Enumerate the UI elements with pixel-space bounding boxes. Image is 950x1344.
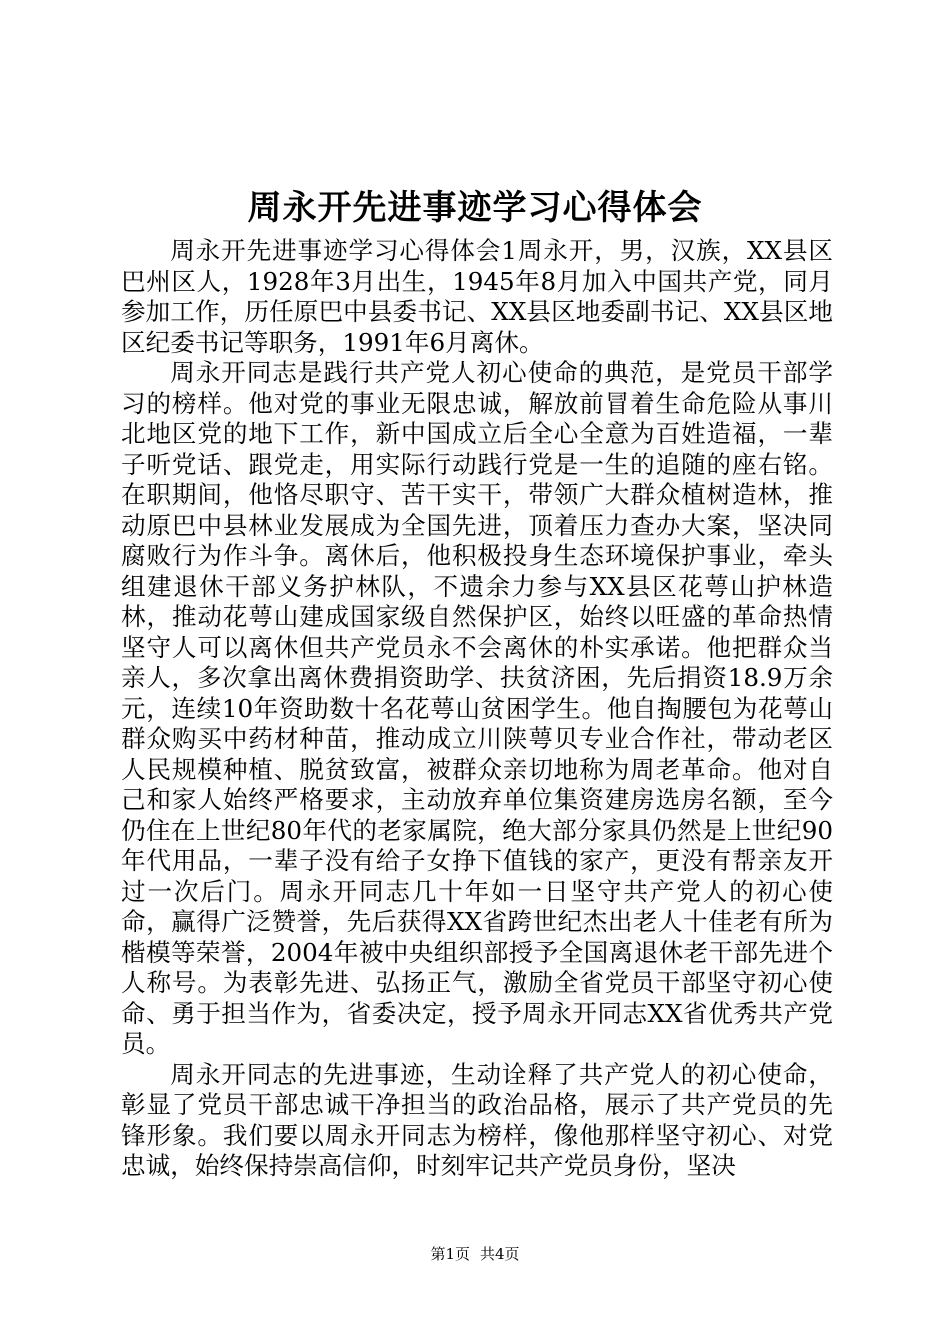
document-body xyxy=(121,236,833,1182)
page-footer xyxy=(0,1244,950,1264)
page-total: 共4页 xyxy=(480,1245,520,1263)
paragraph-deeds: 周永开同志是践行共产党人初心使命的典范，是党员干部学习的榜样。他对党的事业无限忠诚，解放前冒着生命危险从事川北地区党的地下工作，新中国成立后全心全意为百姓造福，一辈子听党话、跟党走，用实际行动践行党是一生的追随的座右铭。在职期间，他恪尽职守、苦干实干，带领广大群众植树造林，推动原巴中县林业发展成为全国先进，顶着压力查办大案，坚决同腐败行为作斗争。离休后，他积极投身生态环境保护事业，牵头组建退休干部义务护林队，不遗余力参与XX县区花萼山护林造林，推动花萼山建成国家级自然保护区，始终以旺盛的革命热情坚守人可以离休但共产党员永不会离休的朴实承诺。他把群众当亲人，多次拿出离休费捐资助学、扶贫济困，先后捐资18.9万余元，连续10年资助数十名花萼山贫困学生。他自掏腰包为花萼山群众购买中药材种苗，推动成立川陕萼贝专业合作社，带动老区人民规模种植、脱贫致富，被群众亲切地称为周老革命。他对自己和家人始终严格要求，主动放弃单位集资建房选房名额，至今仍住在上世纪80年代的老家属院，绝大部分家具仍然是上世纪90年代用品，一辈子没有给子女挣下值钱的家产，更没有帮亲友开过一次后门。周永开同志几十年如一日坚守共产党人的初心使命，赢得广泛赞誉，先后获得XX省跨世纪杰出老人十佳老有所为楷模等荣誉，2004年被中央组织部授予全国离退休老干部先进个人称号。为表彰先进、弘扬正气，激励全省党员干部坚守初心使命、勇于担当作为，省委决定，授予周永开同志XX省优秀共产党员。 xyxy=(121,358,833,1058)
document-title: 周永开先进事迹学习心得体会 xyxy=(247,188,703,228)
paragraph-reflection: 周永开同志的先进事迹，生动诠释了共产党人的初心使命，彰显了党员干部忠诚干净担当的政治品格，展示了共产党员的先锋形象。我们要以周永开同志为榜样，像他那样坚守初心、对党忠诚，始终保持崇高信仰，时刻牢记共产党员身份，坚决 xyxy=(121,1059,833,1180)
page-number: 第1页 xyxy=(430,1245,470,1263)
paragraph-intro: 周永开先进事迹学习心得体会1周永开，男，汉族，XX县区巴州区人，1928年3月出生，1945年8月加入中国共产党，同月参加工作，历任原巴中县委书记、XX县区地委副书记、XX县区地区纪委书记等职务，1991年6月离休。 xyxy=(121,236,833,357)
